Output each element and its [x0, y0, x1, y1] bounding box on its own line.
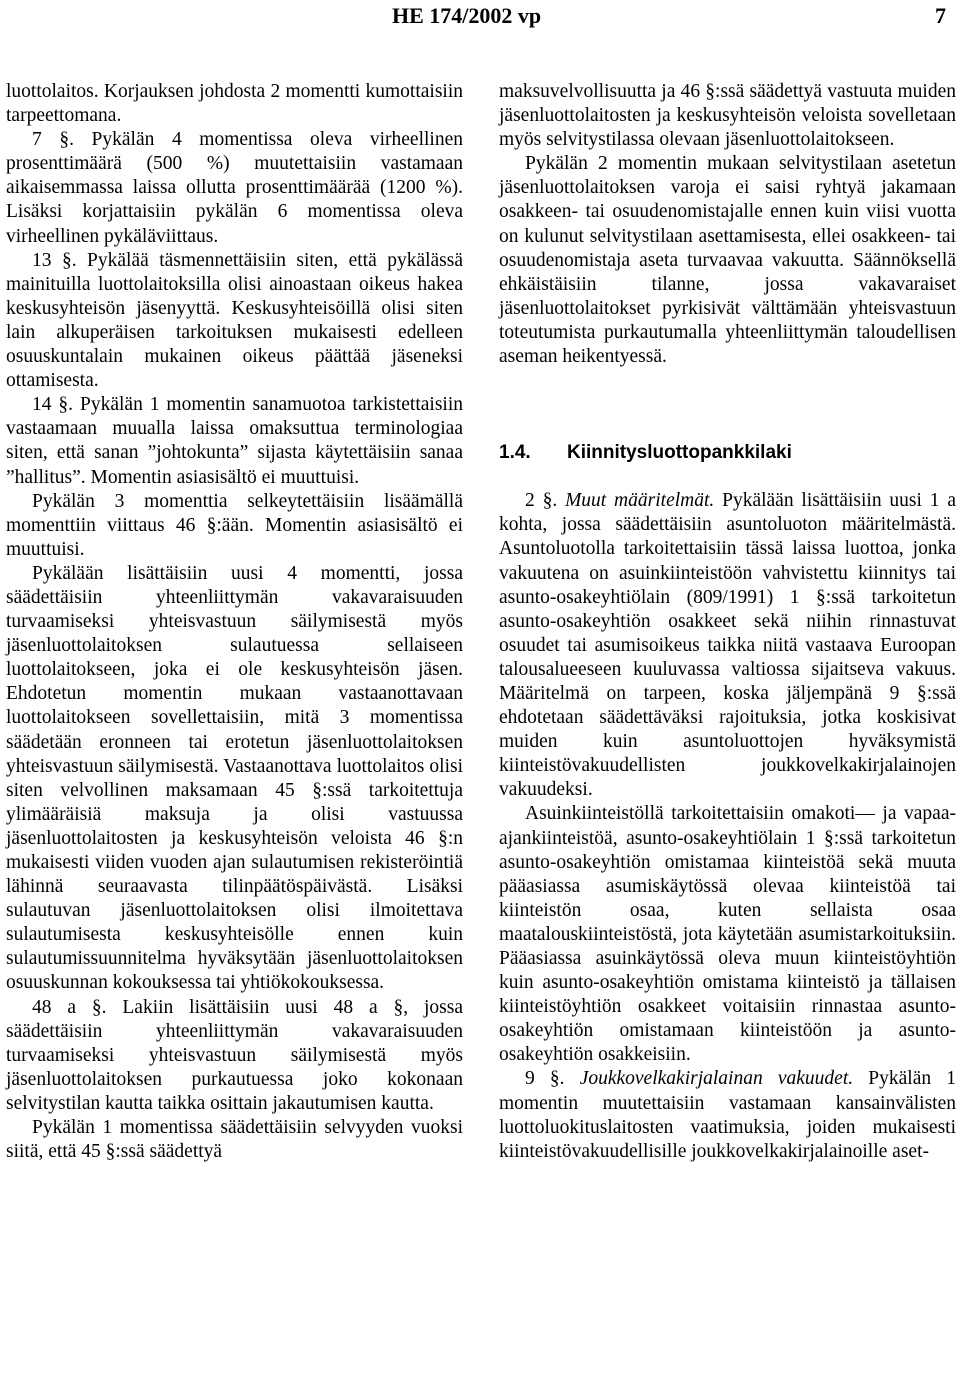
paragraph: 13 §. Pykälää täsmennettäisiin siten, että pykälässä mainituilla luottolaitoksilla olisi ainoastaan oikeus hakea keskusyhteisön jäsenyyttä. Keskusyhteisöillä olisi siten lain alkuperäisen tarkoituksen mukaisesti edelleen osuuskuntalain mukainen oikeus päättää jäseneksi ottamisesta.: [6, 249, 463, 392]
left-column: [6, 80, 463, 1164]
paragraph: luottolaitos. Korjauksen johdosta 2 momentti kumottaisiin tarpeettomana.: [6, 81, 463, 127]
paragraph: Pykälään lisättäisiin uusi 4 momentti, jossa säädettäisiin yhteenliittymän vakavaraisuuden turvaamiseksi yhteisvastuun säilymisestä myös jäsenluottolaitoksen sulautuessa sellaiseen luottolaitokseen, joka ei ole keskusyhteisön jäsen. Ehdotetun momentin mukaan vastaanottavaan luottolaitokseen sovellettaisiin, mitä 3 momentissa säädetään eronneen tai erotetun jäsenluottolaitoksen yhteisvastuun säilymisestä. Vastaanottava luottolaitos olisi siten velvollinen maksamaan 45 §:ssä tarkoitettuja ylimääräisiä maksuja ja olisi vastuussa jäsenluottolaitosten ja keskusyhteisön veloista 46 §:n mukaisesti viiden vuoden ajan sulautumisen rekisteröintiä lähinnä seuraavasta tilinpäätöspäivästä. Lisäksi sulautuvan jäsenluottolaitoksen olisi ilmoitettava sulautumisesta keskusyhteisölle ennen kuin sulautumissuunnitelma hyväksytään jäsenluottolaitoksen osuuskunnan kokouksessa tai yhtiökokouksessa.: [6, 562, 463, 994]
paragraph: Asuinkiinteistöllä tarkoitettaisiin omakoti— ja vapaa-ajankiinteistöä, asunto-osakeyhtiölain 1 §:ssä tarkoitetun asunto-osakeyhtiön omistamaa kiinteistöä sekä muuta pääasiassa asumiskäytössä olevaa kiinteistöä tai kiinteistön osaa, kuten sellaista osaa maatalouskiinteistöstä, jota käytetään asumistarkoituksiin. Pääasiassa asuinkäytössä oleva muun kiinteistöyhtiön kuin asunto-osakeyhtiön omistama kiinteistö ja tällaisen kiinteistöyhtiön osakkeet voitaisiin rinnastaa asunto-osakeyhtiön omistamaan kiinteistöön ja asunto-osakeyhtiön osakkeisiin.: [499, 803, 956, 1066]
paragraph: 14 §. Pykälän 1 momentin sanamuotoa tarkistettaisiin vastaamaan muualla laissa omaksuttua terminologiaa siten, että sanan ”johtokunta” sijasta käytettäisiin sanaa ”hallitus”. Momentin asiasisältö ei muuttuisi.: [6, 394, 463, 488]
paragraph: 48 a §. Lakiin lisättäisiin uusi 48 a §, jossa säädettäisiin yhteenliittymän vakavaraisuuden turvaamiseksi yhteisvastuun säilymisestä myös jäsenluottolaitoksen purkautuessa joko kokonaan selvitystilan kautta taikka osittain jakautumisen kautta.: [6, 996, 463, 1114]
paragraph-text: Pykälän 1 momentin muutettaisiin vastamaan kansainvälisten luottoluokituslaitosten vaatimuksia, joiden mukaisesti kiinteistövakuudellisille joukkovelkakirjalainoille aset-: [499, 1068, 957, 1162]
paragraph: 7 §. Pykälän 4 momentissa oleva virheellinen prosenttimäärä (500 %) muutettaisiin vastamaan aikaisemmassa laissa ollutta prosenttimäärää (1200 %). Lisäksi korjattaisiin pykälän 6 momentissa oleva virheellinen pykäläviittaus.: [6, 129, 463, 247]
section-mark: 2 §.: [525, 490, 558, 512]
right-column: [499, 80, 956, 1164]
page-header: [0, 0, 960, 30]
section-title: Kiinnitysluottopankkilaki: [567, 442, 792, 464]
paragraph: Pykälän 2 momentin mukaan selvitystilaan asetetun jäsenluottolaitoksen varoja ei saisi ryhtyä jakamaan osakkeen- tai osuudenomistajalle ennen kuin viisi vuotta on kulunut selvitystilaan asettamisesta, ellei osakkeen- tai osuudenomistaja aseta turvaavaa vakuutta. Säännöksellä ehkäistäisiin tilanne, jossa vakavaraiset jäsenluottolaitokset pyrkisivät välttämään yhteisvastuun toteutumista purkautumalla yhteenliittymän taloudellisen aseman heikentyessä.: [499, 153, 956, 368]
paragraph-title: Joukkovelkakirjalainan vakuudet.: [579, 1068, 854, 1090]
paragraph: maksuvelvollisuutta ja 46 §:ssä säädettyä vastuuta muiden jäsenluottolaitosten ja keskusyhteisön veloista sovelletaan myös selvitystilassa olevaan jäsenluottolaitokseen.: [499, 81, 956, 151]
paragraph-text: Pykälään lisättäisiin uusi 1 a kohta, jossa säädettäisiin asuntoluoton määritelmästä. Asuntoluotolla tarkoitettaisiin tässä laissa luottoa, jonka vakuutena on asuinkiinteistöön vahvistettu kiinnitys tai asunto-osakeyhtiölain (809/1991) 1 §:ssä tarkoitetun asunto-osakeyhtiön osakkeet sekä niihin rinnastuvat osuudet tai asumisoikeus taikka niitä vastaava Euroopan talousalueeseen kuuluvassa valtiossa sijaitseva vakuus. Määritelmä on tarpeen, koska jäljempänä 9 §:ssä ehdotetaan säädettäväksi rajoituksia, jotka koskisivat muiden kuin asuntoluottojen hyväksymistä kiinteistövakuudellisten joukkovelkakirjalainojen vakuudeksi.: [499, 490, 957, 801]
section-number: 1.4.: [499, 442, 531, 464]
paragraph-2: [499, 489, 956, 802]
section-heading: [499, 441, 956, 465]
paragraph: Pykälän 3 momenttia selkeytettäisiin lisäämällä momenttiin viittaus 46 §:ään. Momentin asiasisältö ei muuttuisi.: [6, 490, 463, 560]
section-mark: 9 §.: [525, 1068, 565, 1090]
page-number: 7: [935, 3, 946, 28]
document-id: HE 174/2002 vp: [392, 3, 542, 28]
paragraph-title: Muut määritelmät.: [565, 490, 715, 512]
paragraph: Pykälän 1 momentissa säädettäisiin selvyyden vuoksi siitä, että 45 §:ssä säädettyä: [6, 1117, 463, 1163]
paragraph-9: [499, 1067, 956, 1163]
